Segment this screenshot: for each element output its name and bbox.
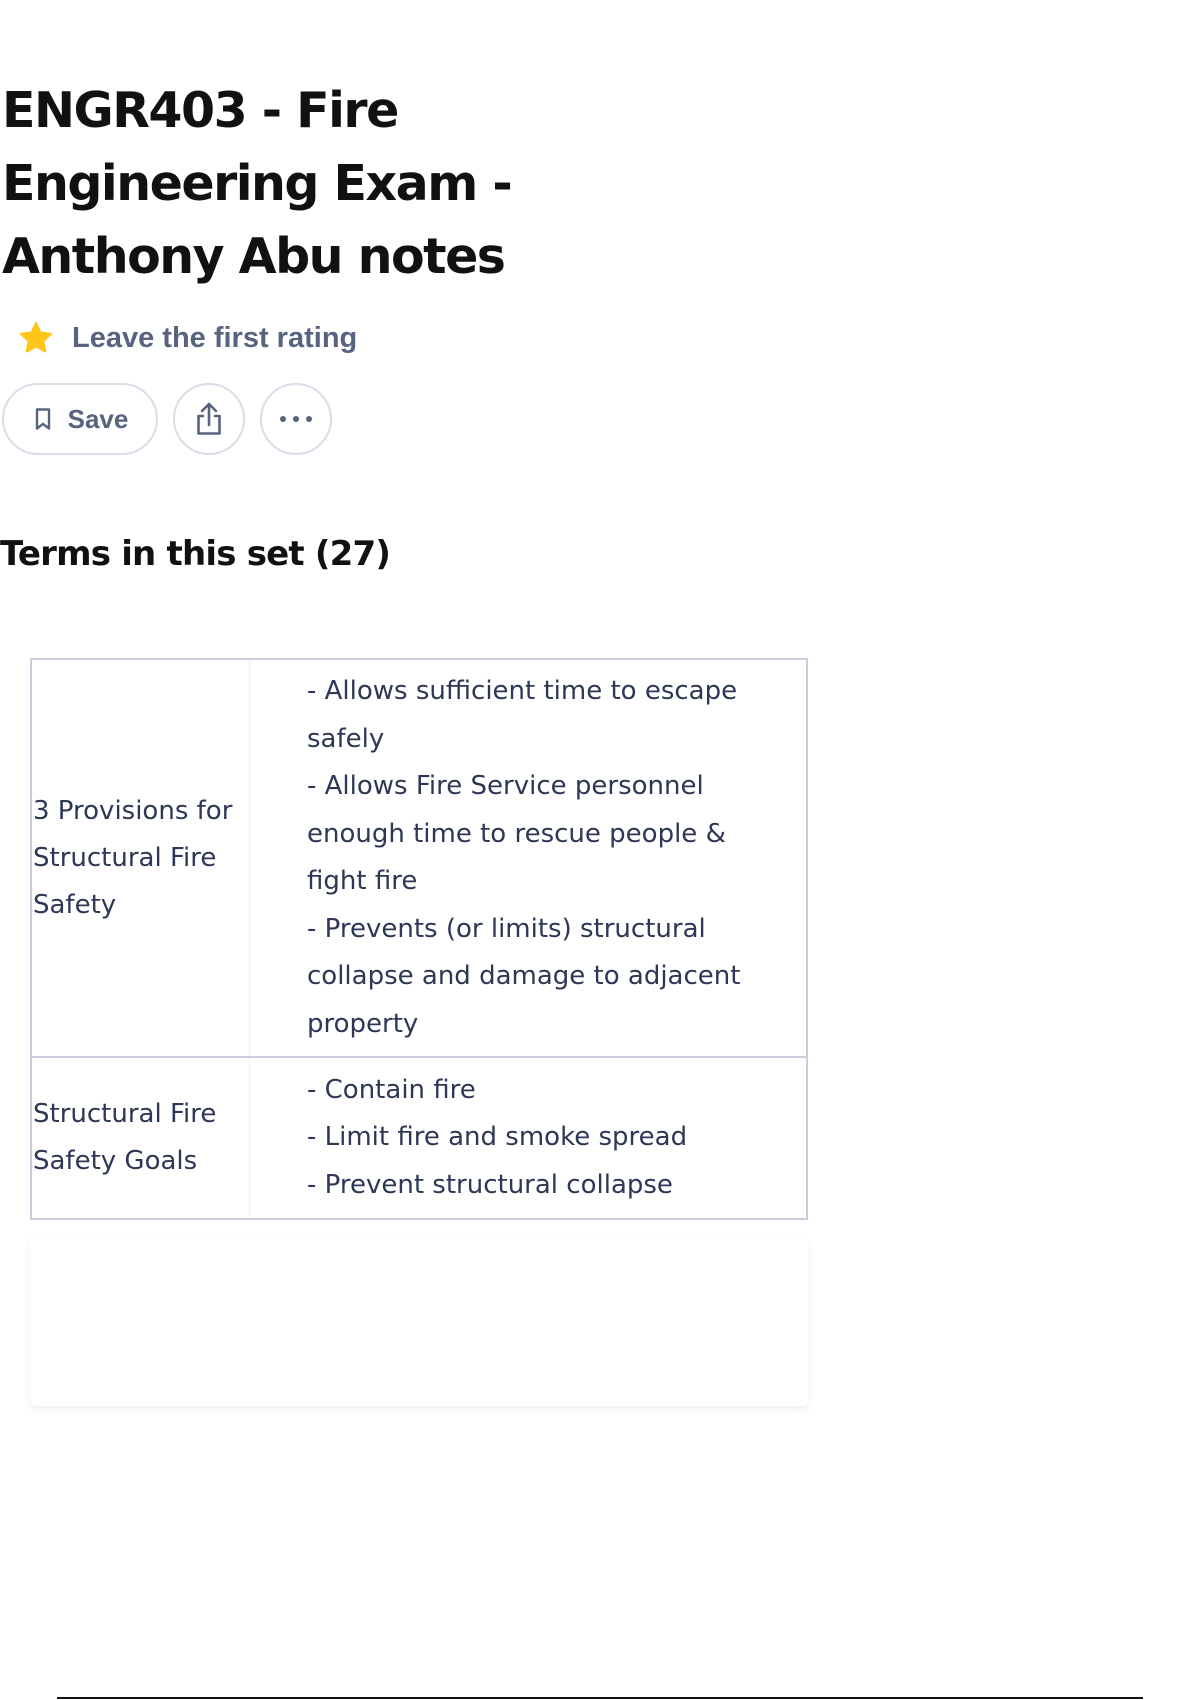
term-text: 3 Provisions for Structural Fire Safety xyxy=(33,795,233,920)
star-icon xyxy=(18,320,54,356)
term-card xyxy=(32,1056,806,1218)
terms-heading: Terms in this set (27) xyxy=(0,534,391,574)
terms-list xyxy=(30,658,808,1220)
term-cell xyxy=(32,660,250,1056)
definition-cell xyxy=(250,660,806,1056)
more-options-icon xyxy=(278,414,314,424)
share-icon xyxy=(192,400,226,438)
definition-line: - Allows Fire Service personnel enough time to rescue people & fight fire xyxy=(307,771,726,896)
rating-prompt[interactable]: Leave the first rating xyxy=(72,321,358,354)
definition-line: - Prevents (or limits) structural collapse and damage to adjacent property xyxy=(307,913,741,1039)
divider xyxy=(57,1697,1143,1699)
definition-line: - Allows sufficient time to escape safely xyxy=(307,676,738,754)
placeholder-card xyxy=(30,1238,808,1406)
share-button[interactable] xyxy=(173,383,245,455)
term-card xyxy=(32,660,806,1056)
definition-line: - Prevent structural collapse xyxy=(307,1169,673,1200)
bookmark-icon xyxy=(32,406,54,432)
term-text: Structural Fire Safety Goals xyxy=(33,1099,217,1176)
term-cell xyxy=(32,1058,250,1218)
definition-line: - Limit fire and smoke spread xyxy=(307,1122,688,1153)
set-title: ENGR403 - Fire Engineering Exam - Anthony Abu notes xyxy=(2,82,512,285)
set-actions xyxy=(2,383,332,455)
more-options-button[interactable] xyxy=(260,383,332,455)
rating-link[interactable] xyxy=(18,316,357,360)
save-button[interactable] xyxy=(2,383,158,455)
definition-cell xyxy=(250,1058,806,1218)
definition-line: - Contain fire xyxy=(307,1074,476,1105)
save-label: Save xyxy=(67,403,129,434)
